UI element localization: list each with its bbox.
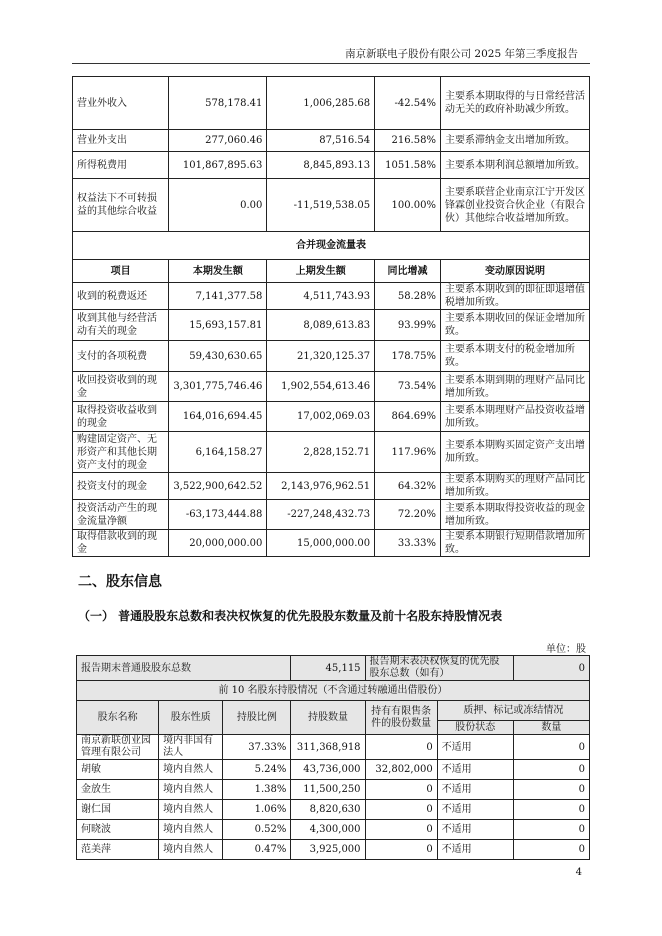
row-current: 101,867,895.63 (169, 152, 267, 179)
page-number: 4 (575, 867, 582, 878)
unit-label: 单位：股 (546, 644, 586, 655)
col-holder-name: 股东名称 (77, 701, 159, 735)
profit-row (73, 152, 590, 179)
holder-amount: 0 (513, 735, 589, 760)
row-reason: 主要系本期收到的即征即退增值税增加所致。 (440, 283, 589, 310)
holder-status: 不适用 (437, 780, 513, 800)
cash-flow-row (73, 310, 590, 341)
shareholder-table (76, 655, 590, 860)
row-reason: 主要系本期到期的理财产品同比增加所致。 (440, 372, 589, 402)
financial-change-table (72, 76, 590, 557)
holder-ratio: 0.52% (223, 820, 291, 840)
row-item: 所得税费用 (73, 152, 169, 179)
row-item: 收到其他与经营活动有关的现金 (73, 310, 169, 341)
holder-ratio: 1.06% (223, 800, 291, 820)
top10-title: 前 10 名股东持股情况（不含通过转融通出借股份） (77, 681, 590, 701)
holder-restricted: 32,802,000 (365, 760, 437, 780)
holder-nature: 境内自然人 (159, 820, 223, 840)
row-previous: 21,320,125.37 (267, 341, 375, 372)
row-current: 3,522,900,642.52 (169, 473, 267, 500)
row-previous: 87,516.54 (267, 130, 375, 152)
holder-qty: 8,820,630 (291, 800, 365, 820)
row-current: -63,173,444.88 (169, 500, 267, 530)
shareholder-row (77, 820, 590, 840)
holder-name: 谢仁国 (77, 800, 159, 820)
row-item: 营业外支出 (73, 130, 169, 152)
holder-ratio: 1.38% (223, 780, 291, 800)
row-reason: 主要系本期利润总额增加所致。 (440, 152, 589, 179)
row-item: 营业外收入 (73, 77, 169, 130)
profit-row (73, 179, 590, 232)
row-change: 216.58% (375, 130, 441, 152)
row-previous: 8,845,893.13 (267, 152, 375, 179)
row-reason: 主要系滞纳金支出增加所致。 (440, 130, 589, 152)
row-item: 购建固定资产、无形资产和其他长期资产支付的现金 (73, 432, 169, 473)
holder-status: 不适用 (437, 735, 513, 760)
shareholder-row (77, 840, 590, 860)
holder-status: 不适用 (437, 760, 513, 780)
row-item: 取得投资收益收到的现金 (73, 402, 169, 432)
row-item: 收到的税费返还 (73, 283, 169, 310)
total-holders-label: 报告期末普通股股东总数 (77, 656, 291, 681)
row-item: 投资支付的现金 (73, 473, 169, 500)
col-holder-nature: 股东性质 (159, 701, 223, 735)
holder-header-row-1 (77, 701, 590, 721)
row-change: 1051.58% (375, 152, 441, 179)
row-current: 578,178.41 (169, 77, 267, 130)
col-holder-pledge: 质押、标记或冻结情况 (437, 701, 589, 721)
holder-status: 不适用 (437, 840, 513, 860)
row-change: -42.54% (375, 77, 441, 130)
row-change: 73.54% (375, 372, 441, 402)
row-change: 100.00% (375, 179, 441, 232)
cash-flow-title: 合并现金流量表 (73, 232, 590, 260)
col-previous: 上期发生额 (267, 260, 375, 283)
row-reason: 主要系本期取得投资收益的现金增加所致。 (440, 500, 589, 530)
row-previous: 2,828,152.71 (267, 432, 375, 473)
header-divider (72, 63, 590, 64)
shareholder-row (77, 800, 590, 820)
row-change: 117.96% (375, 432, 441, 473)
holder-qty: 11,500,250 (291, 780, 365, 800)
cash-flow-row (73, 372, 590, 402)
row-previous: -11,519,538.05 (267, 179, 375, 232)
row-reason: 主要系联营企业南京江宁开发区锋霖创业投资合伙企业（有限合伙）其他综合收益增加所致。 (440, 179, 589, 232)
holder-qty: 3,925,000 (291, 840, 365, 860)
holder-name: 范美萍 (77, 840, 159, 860)
pref-holders-value: 0 (513, 656, 589, 681)
row-current: 0.00 (169, 179, 267, 232)
row-current: 6,164,158.27 (169, 432, 267, 473)
col-holder-status: 股份状态 (437, 721, 513, 735)
holder-nature: 境内非国有法人 (159, 735, 223, 760)
holder-restricted: 0 (365, 780, 437, 800)
row-previous: 8,089,613.83 (267, 310, 375, 341)
row-current: 20,000,000.00 (169, 530, 267, 557)
holder-name: 南京新联创业园管理有限公司 (77, 735, 159, 760)
total-holders-row (77, 656, 590, 681)
holder-nature: 境内自然人 (159, 800, 223, 820)
cash-flow-title-row (73, 232, 590, 260)
row-previous: 1,902,554,613.46 (267, 372, 375, 402)
row-previous: 15,000,000.00 (267, 530, 375, 557)
holder-status: 不适用 (437, 820, 513, 840)
holder-status: 不适用 (437, 800, 513, 820)
col-holder-restricted: 持有有限售条件的股份数量 (365, 701, 437, 735)
row-change: 33.33% (375, 530, 441, 557)
row-current: 7,141,377.58 (169, 283, 267, 310)
row-item: 权益法下不可转损益的其他综合收益 (73, 179, 169, 232)
row-item: 收回投资收到的现金 (73, 372, 169, 402)
row-reason: 主要系本期购买的理财产品同比增加所致。 (440, 473, 589, 500)
holder-restricted: 0 (365, 735, 437, 760)
col-current: 本期发生额 (169, 260, 267, 283)
row-item: 取得借款收到的现金 (73, 530, 169, 557)
row-reason: 主要系本期收回的保证金增加所致。 (440, 310, 589, 341)
section-title: 二、股东信息 (78, 574, 162, 590)
cash-flow-row (73, 432, 590, 473)
row-change: 58.28% (375, 283, 441, 310)
row-item: 投资活动产生的现金流量净额 (73, 500, 169, 530)
holder-qty: 311,368,918 (291, 735, 365, 760)
row-change: 64.32% (375, 473, 441, 500)
row-change: 178.75% (375, 341, 441, 372)
row-previous: 1,006,285.68 (267, 77, 375, 130)
holder-name: 胡敏 (77, 760, 159, 780)
report-header-title: 南京新联电子股份有限公司 2025 年第三季度报告 (345, 48, 578, 60)
holder-restricted: 0 (365, 840, 437, 860)
row-current: 164,016,694.45 (169, 402, 267, 432)
holder-ratio: 5.24% (223, 760, 291, 780)
row-reason: 主要系本期银行短期借款增加所致。 (440, 530, 589, 557)
holder-ratio: 37.33% (223, 735, 291, 760)
holder-nature: 境内自然人 (159, 840, 223, 860)
profit-row (73, 130, 590, 152)
shareholder-row (77, 760, 590, 780)
shareholder-row (77, 735, 590, 760)
row-reason: 主要系本期购买固定资产支出增加所致。 (440, 432, 589, 473)
cash-flow-row (73, 341, 590, 372)
total-holders-value: 45,115 (291, 656, 365, 681)
row-current: 15,693,157.81 (169, 310, 267, 341)
row-previous: 2,143,976,962.51 (267, 473, 375, 500)
pref-holders-label: 报告期末表决权恢复的优先股股东总数（如有） (365, 656, 513, 681)
holder-nature: 境内自然人 (159, 780, 223, 800)
cash-flow-row (73, 500, 590, 530)
col-holder-amount: 数量 (513, 721, 589, 735)
row-current: 277,060.46 (169, 130, 267, 152)
col-item: 项目 (73, 260, 169, 283)
holder-name: 金放生 (77, 780, 159, 800)
col-holder-ratio: 持股比例 (223, 701, 291, 735)
holder-ratio: 0.47% (223, 840, 291, 860)
col-reason: 变动原因说明 (440, 260, 589, 283)
holder-amount: 0 (513, 840, 589, 860)
row-item: 支付的各项税费 (73, 341, 169, 372)
cash-flow-row (73, 283, 590, 310)
row-reason: 主要系本期支付的税金增加所致。 (440, 341, 589, 372)
holder-restricted: 0 (365, 820, 437, 840)
section-subtitle: （一） 普通股股东总数和表决权恢复的优先股股东数量及前十名股东持股情况表 (78, 609, 503, 623)
profit-row (73, 77, 590, 130)
row-previous: 4,511,743.93 (267, 283, 375, 310)
top10-title-row (77, 681, 590, 701)
row-current: 59,430,630.65 (169, 341, 267, 372)
row-change: 864.69% (375, 402, 441, 432)
row-change: 93.99% (375, 310, 441, 341)
holder-amount: 0 (513, 820, 589, 840)
row-previous: 17,002,069.03 (267, 402, 375, 432)
shareholder-row (77, 780, 590, 800)
row-current: 3,301,775,746.46 (169, 372, 267, 402)
holder-qty: 4,300,000 (291, 820, 365, 840)
col-change: 同比增减 (375, 260, 441, 283)
holder-amount: 0 (513, 760, 589, 780)
holder-amount: 0 (513, 800, 589, 820)
holder-name: 何晓波 (77, 820, 159, 840)
cash-flow-row (73, 473, 590, 500)
row-previous: -227,248,432.73 (267, 500, 375, 530)
col-holder-qty: 持股数量 (291, 701, 365, 735)
holder-amount: 0 (513, 780, 589, 800)
cash-flow-header-row (73, 260, 590, 283)
row-reason: 主要系本期取得的与日常经营活动无关的政府补助减少所致。 (440, 77, 589, 130)
holder-qty: 43,736,000 (291, 760, 365, 780)
holder-restricted: 0 (365, 800, 437, 820)
cash-flow-row (73, 402, 590, 432)
row-change: 72.20% (375, 500, 441, 530)
row-reason: 主要系本期理财产品投资收益增加所致。 (440, 402, 589, 432)
holder-nature: 境内自然人 (159, 760, 223, 780)
cash-flow-row (73, 530, 590, 557)
